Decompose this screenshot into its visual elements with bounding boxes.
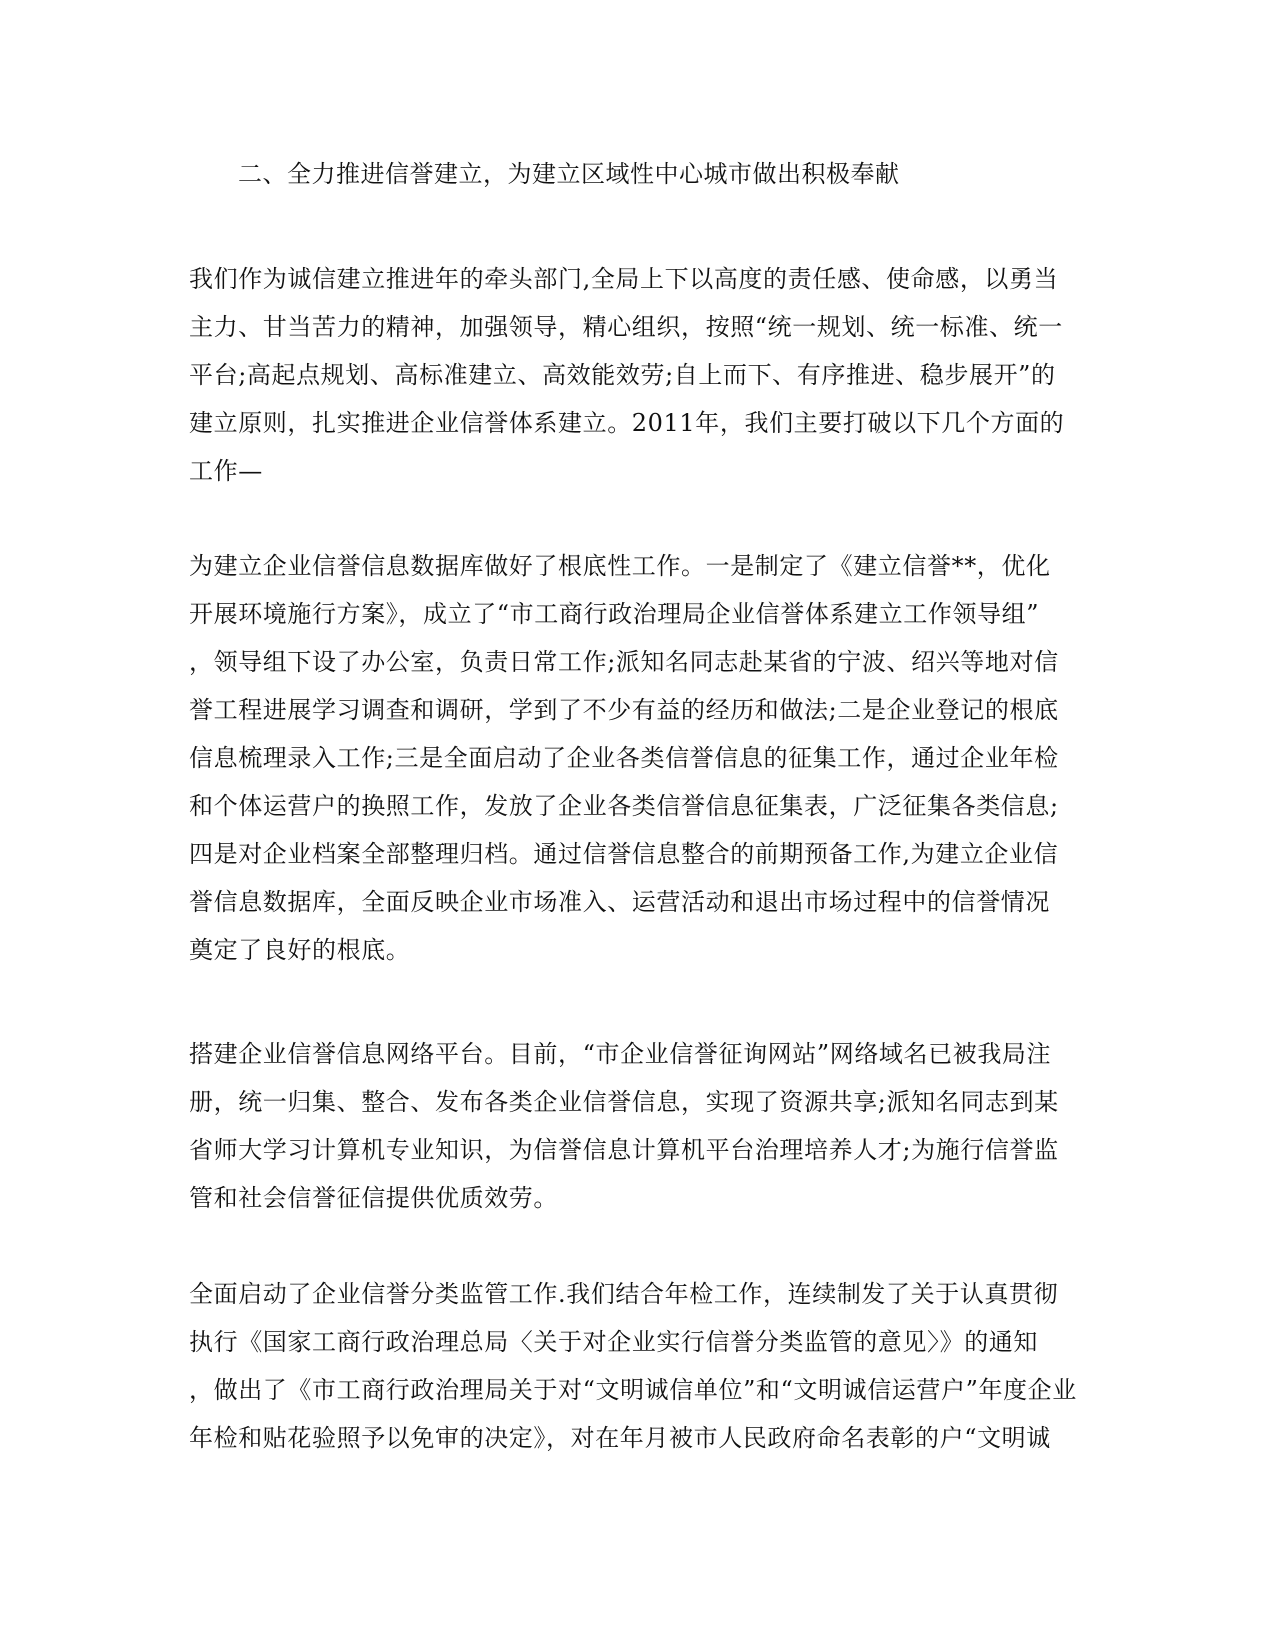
text-line: 开展环境施行方案》，成立了“市工商行政治理局企业信誉体系建立工作领导组” xyxy=(189,600,1040,628)
text-line: 信息梳理录入工作;三是全面启动了企业各类信誉信息的征集工作，通过企业年检 xyxy=(189,744,1059,772)
text-line: 全面启动了企业信誉分类监管工作.我们结合年检工作，连续制发了关于认真贯彻 xyxy=(189,1280,1059,1308)
text-line: 主力、甘当苦力的精神，加强领导，精心组织，按照“统一规划、统一标准、统一 xyxy=(189,313,1063,341)
text-line: 管和社会信誉征信提供优质效劳。 xyxy=(189,1184,558,1212)
text-line: 执行《国家工商行政治理总局〈关于对企业实行信誉分类监管的意见〉》的通知 xyxy=(189,1328,1038,1356)
text-line: 工作— xyxy=(189,457,263,485)
paragraph-4 xyxy=(189,1270,1079,1462)
section-heading: 二、全力推进信誉建立，为建立区域性中心城市做出积极奉献 xyxy=(238,160,900,188)
text-line: ，做出了《市工商行政治理局关于对“文明诚信单位”和“文明诚信运营户”年度企业 xyxy=(189,1376,1077,1404)
text-line: 和个体运营户的换照工作，发放了企业各类信誉信息征集表，广泛征集各类信息; xyxy=(189,792,1059,820)
text-line: 四是对企业档案全部整理归档。通过信誉信息整合的前期预备工作,为建立企业信 xyxy=(189,840,1059,868)
text-line: ，领导组下设了办公室，负责日常工作;派知名同志赴某省的宁波、绍兴等地对信 xyxy=(189,648,1059,676)
text-line: 我们作为诚信建立推进年的牵头部门,全局上下以高度的责任感、使命感，以勇当 xyxy=(189,265,1059,293)
paragraph-2 xyxy=(189,542,1079,974)
text-line: 平台;高起点规划、高标准建立、高效能效劳;自上而下、有序推进、稳步展开”的 xyxy=(189,361,1056,389)
text-line: 奠定了良好的根底。 xyxy=(189,936,411,964)
paragraph-3 xyxy=(189,1030,1079,1222)
text-line: 年检和贴花验照予以免审的决定》，对在年月被市人民政府命名表彰的户“文明诚 xyxy=(189,1424,1051,1452)
text-line: 省师大学习计算机专业知识，为信誉信息计算机平台治理培养人才;为施行信誉监 xyxy=(189,1136,1059,1164)
text-line: 誉工程进展学习调查和调研，学到了不少有益的经历和做法;二是企业登记的根底 xyxy=(189,696,1059,724)
text-line: 誉信息数据库，全面反映企业市场准入、运营活动和退出市场过程中的信誉情况 xyxy=(189,888,1050,916)
text-line: 搭建企业信誉信息网络平台。目前，“市企业信誉征询网站”网络域名已被我局注 xyxy=(189,1040,1052,1068)
text-line: 册，统一归集、整合、发布各类企业信誉信息，实现了资源共享;派知名同志到某 xyxy=(189,1088,1059,1116)
text-line: 建立原则，扎实推进企业信誉体系建立。2011年，我们主要打破以下几个方面的 xyxy=(189,409,1065,437)
paragraph-1 xyxy=(189,255,1079,495)
text-line: 为建立企业信誉信息数据库做好了根底性工作。一是制定了《建立信誉**，优化 xyxy=(189,552,1051,580)
